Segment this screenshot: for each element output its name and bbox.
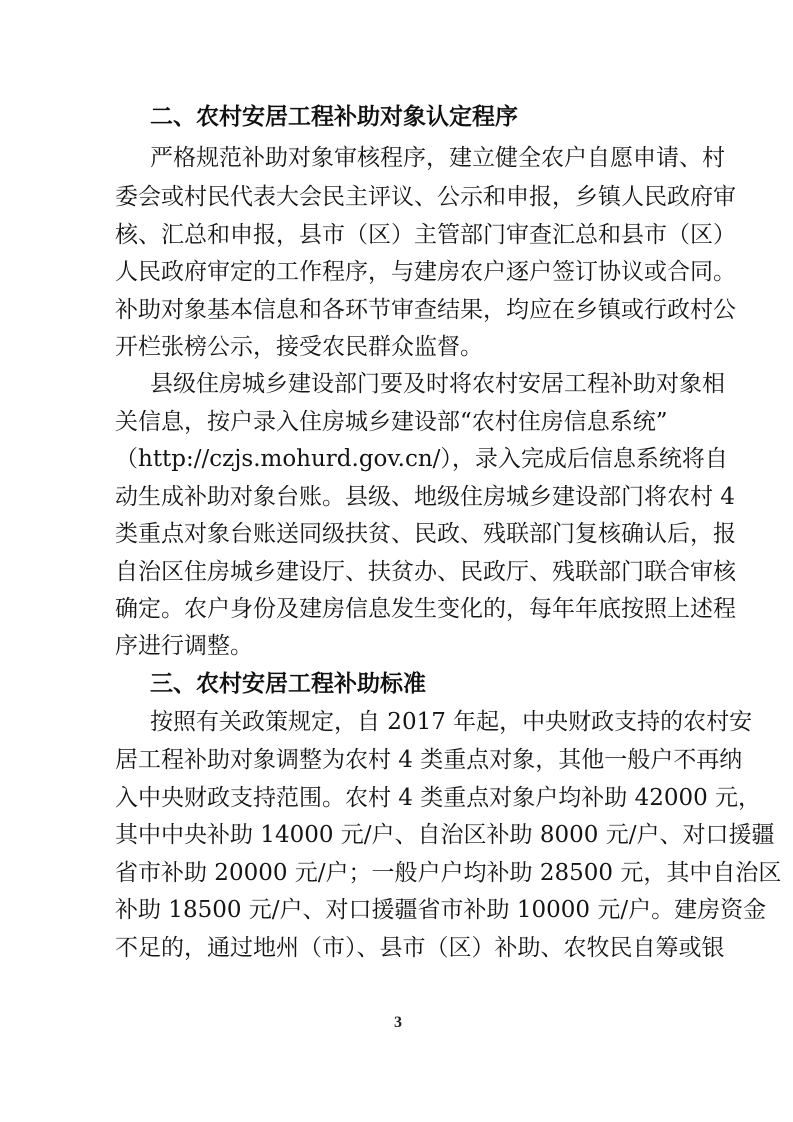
paragraph-line: 补助 18500 元/户、对口援疆省市补助 10000 元/户。建房资金 [115, 897, 767, 923]
section-heading-3: 三、农村安居工程补助标准 [150, 671, 426, 697]
paragraph-line: 严格规范补助对象审核程序，建立健全农户自愿申请、村 [150, 145, 725, 171]
paragraph-line: 入中央财政支持范围。农村 4 类重点对象户均补助 42000 元， [115, 785, 762, 811]
paragraph-line: 开栏张榜公示，接受农民群众监督。 [115, 334, 483, 360]
paragraph-line: 确定。农户身份及建房信息发生变化的，每年年底按照上述程 [115, 596, 736, 622]
paragraph-line: 不足的，通过地州（市）、县市（区）补助、农牧民自筹或银 [115, 935, 725, 961]
paragraph-line: 核、汇总和申报，县市（区）主管部门审查汇总和县市（区） [115, 222, 736, 248]
paragraph-line: （http://czjs.mohurd.gov.cn/），录入完成后信息系统将自 [115, 446, 728, 472]
paragraph-line: 其中中央补助 14000 元/户、自治区补助 8000 元/户、对口援疆 [115, 822, 775, 848]
paragraph-line: 类重点对象台账送同级扶贫、民政、残联部门复核确认后，报 [115, 521, 736, 547]
paragraph-line: 县级住房城乡建设部门要及时将农村安居工程补助对象相 [150, 371, 725, 397]
paragraph-line: 关信息，按户录入住房城乡建设部“农村住房信息系统” [115, 409, 668, 435]
paragraph-line: 序进行调整。 [115, 633, 253, 659]
section-heading-2: 二、农村安居工程补助对象认定程序 [150, 104, 518, 130]
paragraph-line: 委会或村民代表大会民主评议、公示和申报，乡镇人民政府审 [115, 184, 736, 210]
paragraph-line: 居工程补助对象调整为农村 4 类重点对象，其他一般户不再纳 [115, 747, 743, 773]
paragraph-line: 补助对象基本信息和各环节审查结果，均应在乡镇或行政村公 [115, 297, 736, 323]
paragraph-line: 动生成补助对象台账。县级、地级住房城乡建设部门将农村 4 [115, 484, 735, 510]
page-number: 3 [394, 1014, 402, 1031]
paragraph-line: 按照有关政策规定，自 2017 年起，中央财政支持的农村安 [150, 709, 753, 735]
paragraph-line: 人民政府审定的工作程序，与建房农户逐户签订协议或合同。 [115, 259, 736, 285]
paragraph-line: 自治区住房城乡建设厅、扶贫办、民政厅、残联部门联合审核 [115, 559, 736, 585]
paragraph-line: 省市补助 20000 元/户；一般户户均补助 28500 元，其中自治区 [115, 860, 782, 886]
